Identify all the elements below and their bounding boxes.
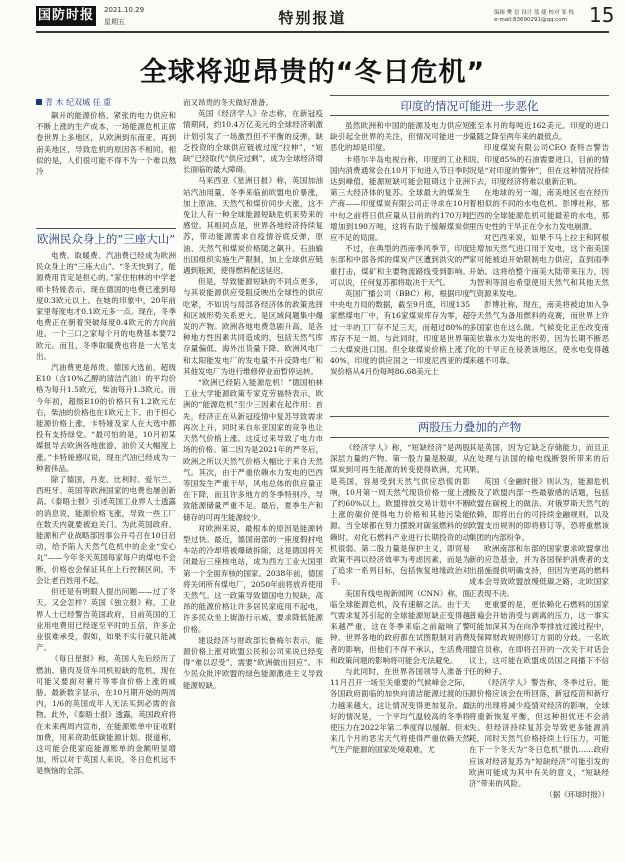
byline-authors: 青 木 纪双城 任 重 <box>45 98 112 107</box>
article-paragraph: 但是，导致能源短缺的不同点更多，与其说能源供应受阻反映出全球性的供应吃紧，不如说与局部各经济体的政策选择和区域形势关系更大。是区域间题集中爆发的产物。欧洲各地电费急剧升高，是各种地方性因素共同造成的，包括天然气库存量偏低、海外出货量下降、欧洲风电厂和太阳能发电厂的发电量不升反降电厂和其他发电厂为进行维修停业而暂停运转。 <box>183 277 323 376</box>
contact-email: e-mail:83690291@qq.com <box>494 17 567 23</box>
article-paragraph: 《经济学人》称，“短缺经济”是两股深层力量的产物。第一股力量是脱碳，从煤炭到可再生能源的转变使得欧洲，尤其是英国，容易受到天然气供应恐慌的影响，10月第一周天然气现货价格一度上涨了约60%以上，欧盟排放交易计划中不断上涨的碳价使得电力价格和其他污染能源。当全球都在努力摆脱对碳氢燃料的依赖时，对化石燃料产业进行长期投资的动机很弱。第二股力量是保护主义，即贸易政策不再以经济效率为考虑因素，而是为了追求一系列目标，包括恢复地缘政治对手。 <box>330 443 470 587</box>
article-paragraph: 对欧洲来说，最根本的原因是能源转型过快。最近，德国南部的一座度假村电车站的冷却塔被爆破拆除，这是德国将关闭最后三座核电站，成为西方工业大国里第一个全面弃核的国家。2038年前，德国将关闭所有煤电厂，2050年前将放弃使用天然气。这一政策导致德国电力短缺，高昂的能源价格让许多居民家庭用不起电，许多民众坐上街游行示威，要求降低能源价格。 <box>183 523 323 634</box>
article-paragraph: 飙升的能源价格、紧张的电力供应和不断上涨的生产成本，一场能源危机正席卷世界上多地区，从欧洲到东南亚。再到南美地区，导致危机的原因各不相同。相似的是，人们很可能不得不为一个难以熬冷 <box>36 111 176 177</box>
article-paragraph: 而又昂贵的冬天做好准备。 <box>183 98 273 107</box>
subhead-rule <box>330 437 609 438</box>
masthead <box>0 0 625 32</box>
subhead-rule <box>330 416 609 417</box>
article-paragraph: 建设经济与财政部长鲁梅尔表示，能源价格上涨对欧盟公民和公司来说已经变得“难以忍受”，需要“欧洲做出回应”。不少民众批评欧盟的绿色能源激进主义导致能源短缺。 <box>183 635 323 690</box>
article-paragraph: 在地球的另一端，南美地区也在经历着相似的不同的水电危机。彭博社称，那巴西的全球能源危机可能最差的水电，那里历史性的干旱正在令水力发电崩溃。 <box>469 188 609 231</box>
column-1-intro <box>36 110 176 222</box>
article-paragraph: 彭博社称，现在，南美将被迫加入争夺天然气为备用燃料的竞赛，而世界上许多国家也在这么做。气候变化正在改变南美依靠水力发电的形势，因为长期不断恶化的干旱正在侵袭该地区，使水电变得越来越不可靠。 <box>469 300 609 366</box>
article-paragraph: 虽然欧洲和中国的能源及电力供应短缺引起全世界的关注，但情况可能进一步恶化的却是印度。 <box>330 121 470 153</box>
subhead-rule <box>330 95 609 96</box>
subhead-india: 印度的情况可能进一步恶化 <box>400 99 539 113</box>
article-paragraph: 马来西亚《星洲日报》称，英国加油站汽油用量、冬季来临前欧盟电价暴涨，加上原油、天然气和煤价同步大涨，这不免让人有一种全球能源短缺危机来势来的感觉。其相同点是，世界各地经济持续复苏，带动能源需求自疫情谷底反弹，原油、天然气和煤炭价格随之飙升。石油输出国组织实施生产限制，加上全球供应链遇到瓶颈，使得燃料配送延迟。 <box>183 176 323 276</box>
column-3-bottom <box>330 442 470 852</box>
article-paragraph: 卡塔尔半岛电视台称，印度的工业和国内消费通常会在10月下旬进入节日季时达到峰值，能源短缺可能会阻碍这个亚洲第三大经济体的复苏。全球最大的煤炭生产商——印度煤炭有限公司正寻求在10月中旬之前将日供应量从目前的约170万吨增加到190万吨，这将有助于缓解煤炭供应不足的局面。 <box>330 154 470 243</box>
article-paragraph: 汽油费更是昂贵。德国大选前，超级E10（含10%乙醇的清洁汽油）的平均价格为每升1.5欧元，柴油每升1.3欧元。而今年初，超级E10的价格只有1.2欧元左右，柴油的价格也在1欧元上下。由于担心能源价格上涨，卡特娅及家人在大选中都投有支持绿党。“最可怕的是，10月初某媒报导去欧洲各地旅游，油价又大幅度上涨。”卡特娅感叹说，现在汽油已经成为一种奢侈品。 <box>36 363 176 473</box>
subhead-rule <box>36 228 176 229</box>
column-3-top <box>330 120 470 410</box>
article-paragraph: 英国《经济学人》杂志称，在新冠疫情期间，约10.4万亿美元的全球经济刺激计划引发了一场激烈但不平衡的反弹，缺乏投资的全球供应链被过度“拉伸”，“短缺”已经取代“供应过剩”，成为全球经济增长面临的最大障碍。 <box>183 109 323 175</box>
column-2-body <box>183 97 323 852</box>
issue-weekday: 星期五 <box>104 18 125 26</box>
article-paragraph: 不过，在典型的西南季风季节，印度东部和中部各邦的煤炭产区遭到洪灾的严重打击，煤矿和主要物流路线受到影响。可以说，任何复苏都将取决于天气。 <box>330 244 470 287</box>
column-4-top <box>469 120 609 410</box>
article-paragraph: 印度煤炭有限公司CEO 查特吉警告说，印度85%的石油需要进口，目前的情况是“对印度的警钟”，但在这种情况持续下去，印度经济将难以重新正轨。 <box>469 143 609 187</box>
newspaper-logo: 国防时报 <box>36 6 96 26</box>
page-number: 15 <box>589 3 615 27</box>
article-source: （据《环球时报》） <box>545 790 609 800</box>
article-paragraph: “欧洲已经陷入能源危机！”德国柏林工业大学能源政策专家克劳福特表示，欧洲的“能源危机”至少三因素在起作用：首先，经济正在从新冠疫情中复苏导致需求再次上升，同时来自东亚国家的竞争也让天然气价格上涨。这反过来导致了电力市场的价格。第二因为是2021年的严冬后，欧洲之所以天然气价格大幅比于来自天然气。其次，由于严重依赖水力发电的巴西等国发生严重干旱，风电总体的供应量正在下降，而且许多地方的冬季特别冷，导致能源储量严重不足。最后，夏季生产和储存的可再生能源较少。 <box>183 378 323 522</box>
header-divider <box>36 31 609 33</box>
article-paragraph: 但还是有明眼人提出问题——过了冬天，又会怎样？英国《独立报》称，工业界人士已经警告英国政府，目前英国的工业用电费用已经逐至平时的五倍，许多企业很难承受，假如，如果不实行就只能减产。 <box>36 587 176 653</box>
subhead-rule <box>330 115 609 116</box>
article-paragraph: 美国有线电视新闻网（CNN）称，面临全球能源危机，没有速解之法。由于天气需求复苏引起的全球能源短缺正变得越来越严重，这在冬季来临之前敲响了警钟。世界各地的政府都在试图限制对消费者的影响，但他们不得不承认，生活费用和政策问题的影响将可能会无法避免。 <box>330 588 470 665</box>
article-paragraph: 与此同时，在世界各国领导人准备于11月召开一场至关重要的气候峰会之际，各国政府面临的加快向清洁能源过渡的压力越来越大，这让情况变得更加复杂。最好的情况是，一个平均气温较高的冬季将使压力在2022年第二季度得以缓解。但未来几个月的恶劣天气将使得严重依赖天然气生产能源的国家处境艰难，尤 <box>330 667 470 755</box>
column-4-bottom <box>469 442 609 852</box>
byline <box>36 97 111 108</box>
article-headline: 全球将迎昂贵的“冬日危机” <box>139 57 486 88</box>
issue-date: 2021.10.29 <box>104 6 145 14</box>
article-paragraph: 涨至本月的每吨近162美元。印度的进口量随之降至两年来的最低点。 <box>469 121 609 142</box>
subhead-three-mountains: 欧洲民众身上的“三座大山” <box>36 232 176 246</box>
subhead-two-pressures: 两股压力叠加的产物 <box>417 420 522 434</box>
square-bullet-icon <box>36 99 42 105</box>
article-paragraph: 英国《金融时报》则认为，能源危机极及了欧盟内部一些最敏感的话题，包括欧盟在碳税上的做法、对俄罗斯天然气的依赖，即将出台的可持续金融规则，以及欧盟支出规则的即将修订等，恐将重燃该集团的内部纷争。 <box>469 476 609 542</box>
editor-credits: 编辑 樊 信 设计 蓝 婕 校对 邹 烁 <box>494 10 574 16</box>
section-title: 特别报道 <box>278 9 347 27</box>
article-paragraph: 《经济学人》警告称，冬季过后，能源价格应该会在所回落，新冠疫苗和新疗法的出现将减少疫情对经济的影响，全球将重新恢复平衡，但这种担忧还不会消失。但经济持续复苏会导致更多能源消耗，同时天然气价格持续上行压力，可能在下一个冬天为“冬日危机”报仇……政府应该对经济复苏为“短缺经济”可能引发的欧洲可能成为其中有关的意义，“短缺经济”带来的风险。 <box>469 678 609 789</box>
article-paragraph: 除了德国，丹麦、比利时、爱尔兰、西班牙、英国等欧洲国家的电费也屡创新高。《泰晤士报》引述英国工业界人士透露的消息说，能源价格飞涨，导致一些工厂在数天内就要被迫关门。为此英国政府、能源和产业战略部因事公开号召在10日启动，给予陷入天然气危机中的企业“安心丸”——今年冬天英国每家每户的煤电不会断，价格也会保证其在上行控制区间，不会让老百姓用不起。 <box>36 475 176 585</box>
article-paragraph: 电费、取暖费、汽油费已经成为欧洲民众身上的“三座大山”。“冬天快到了，能源费用肯定是担心的。”家住柏林的中学老师卡特娅表示，现在德国的电费已涨到每度0.3欧元以上。在她的印象中，20年前家里每度电才0.1欧元多一点。现在，冬季电费正在朝着突破每度0.4欧元的方向前进。一个三口之家每个月的电费基本要72欧元。而且，冬季取暖费也将是一大笔支出。 <box>36 251 176 361</box>
column-1-body <box>36 250 176 850</box>
article-paragraph: 对巴西来说，如果不马上拉主和阿根廷增加天然气进口用于发电，这个南美国家可能被迫开始限制电力供应，直到雨季开始。这将给整个南美大陆带来压力，因为智利等国也希望使用天然气和其他天然气资源来发电。 <box>469 233 609 299</box>
article-paragraph: 其是英国，因为它缺乏存储能力，而且正在处理与法国的输电线断裂所带来的后果。 <box>469 443 609 475</box>
article-paragraph: 英国广播公司（BBC）称，根据印度中央电力局的数据，截至9月底，印度135家燃煤电厂中，有16家煤炭库存为零，超过一半的工厂存不足三天，而超过80%的库存不足一周。与此同时，印度是世界第二大煤炭进口国。但全球煤炭价格上涨了40%，印度的供应国之一印度尼西亚的煤炭价格从4月份每吨86.68美元上 <box>330 289 470 377</box>
article-paragraph: 《每日星报》称，英国人先后经历了燃油、猪肉及货车司机短缺的危机，现在可能又要面对薯片等零食价格上涨的威胁。最新数字显示，在10月期开始的两周内，1/6的英国成年人无法买到必需的食物。此外，《泰晤士报》透露，英国政府将在未来两周内宣布，在能源账单中征收附加费，用来资助低碳能源计划。报道称，这可能会使家庭能源账单的金额明显增加，所以对于英国人来说，冬日危机远不是恢恼的全部。 <box>36 654 176 776</box>
article-paragraph: 更重要的是，更依赖化石燃料的国家普遍会开始消受与剥离的压力，这一事实可能加深其为在向净零排放过渡过程中，及保障财政规则修订方面的分歧。一名欧盟官员称，在即将召开的一次关于对话会议上，这可能在欧盟成员国之间播下不信任的种子。 <box>469 599 609 677</box>
article-paragraph: 欧洲南部和东部的国家要求欧盟拿出新的应急基金，并为各国保护消费者的支出措施提供明确支持，但因为更高的燃料成本会导致欧盟放慢低碳之路，北欧国家正表现不决。 <box>469 543 609 598</box>
